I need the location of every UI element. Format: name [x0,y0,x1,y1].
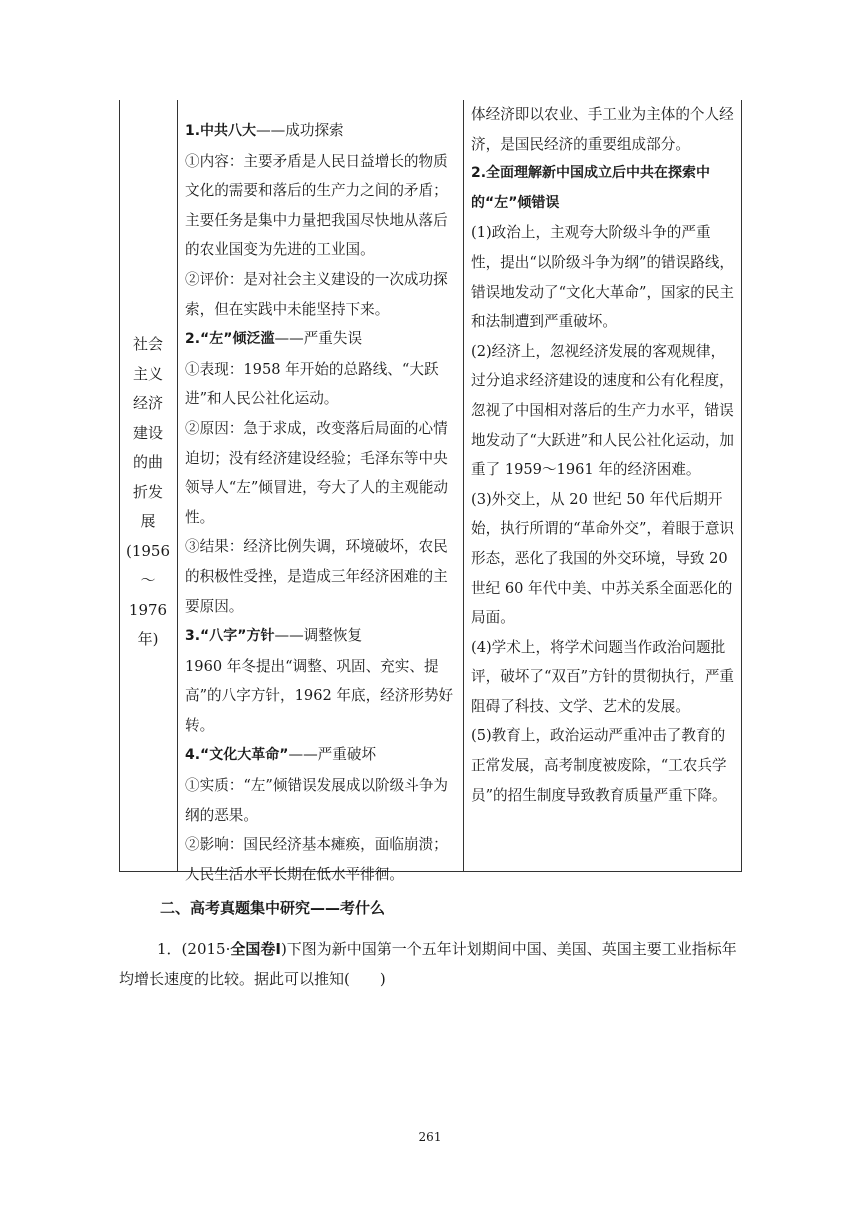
question-source: 全国卷Ⅰ [230,940,281,958]
notes-heading: 2.全面理解新中国成立后中共在探索中的“左”倾错误 [471,165,711,211]
s2-manifestation: ①表现：1958 年开始的总路线、“大跃进”和人民公社化运动。 [185,360,439,408]
s4-impact: ②影响：国民经济基本瘫痪，面临崩溃；人民生活水平长期在低水平徘徊。 [185,836,448,883]
s1-evaluation: ②评价：是对社会主义建设的一次成功探索，但在实践中未能坚持下来。 [185,270,448,318]
s1-content: ①内容：主要矛盾是人民日益增长的物质文化的需要和落后的生产力之间的矛盾；主要任务是集中力量把我国尽快地从落后的农业国变为先进的工业国。 [185,152,448,259]
s3-heading: 3.“八字”方针——调整恢复 [185,627,363,645]
s2-heading: 2.“左”倾泛滥——严重失误 [185,330,363,348]
table-divider-1 [177,100,178,871]
notes-economy: (2)经济上，忽视经济发展的客观规律，过分追求经济建设的速度和公有化程度，忽视了中国相对落后的生产力水平，错误地发动了“大跃进”和人民公社化运动，加重了 1959～1961 年的经济困难。 [471,342,735,479]
section-title: 二、高考真题集中研究——考什么 [160,899,386,917]
page-number: 261 [418,1130,442,1144]
notes-education: (5)教育上，政治运动严重冲击了教育的正常发展，高考制度被废除，“工农兵学员”的招生制度导致教育质量严重下降。 [471,727,727,804]
question-text: )下图为新中国第一个五年计划期间中国、美国、英国主要工业指标年均增长速度的比较。据此可以推知( ) [119,940,737,988]
s4-heading: 4.“文化大革命”——严重破坏 [185,746,377,764]
summary-table [119,100,742,883]
s2-cause: ②原因：急于求成，改变落后局面的心情迫切；没有经济建设经验；毛泽东等中央领导人“左”倾冒进，夸大了人的主观能动性。 [185,419,449,526]
s3-content: 1960 年冬提出“调整、巩固、充实、提高”的八字方针，1962 年底，经济形势好转。 [185,657,454,734]
s1-heading: 1.中共八大——成功探索 [185,122,344,139]
question-prefix: 1．(2015· [157,940,231,958]
main-content-cell [185,116,461,889]
question-1 [119,934,741,994]
notes-continuation: 体经济即以农业、手工业为主体的个人经济，是国民经济的重要组成部分。 [471,106,734,153]
notes-cell [471,100,737,810]
period-label-cell [119,100,177,871]
period-label: 社会 主义 经济 建设 的曲 折发 展 (1956 ～ 1976 年) [125,335,171,648]
notes-diplomacy: (3)外交上，从 20 世纪 50 年代后期开始，执行所谓的“革命外交”，着眼于意识形态，恶化了我国的外交环境，导致 20 世纪 60 年代中美、中苏关系全面恶化的局面。 [471,490,735,627]
s2-result: ③结果：经济比例失调，环境破坏，农民的积极性受挫，是造成三年经济困难的主要原因。 [185,538,448,615]
notes-politics: (1)政治上，主观夸大阶级斗争的严重性，提出“以阶级斗争为纲”的错误路线，错误地发动了“文化大革命”，国家的民主和法制遭到严重破坏。 [471,224,735,331]
notes-academia: (4)学术上，将学术问题当作政治问题批评，破坏了“双百”方针的贯彻执行，严重阻碍了科技、文学、艺术的发展。 [471,638,735,715]
s4-essence: ①实质：“左”倾错误发展成以阶级斗争为纲的恶果。 [185,777,449,824]
table-divider-2 [463,100,464,871]
